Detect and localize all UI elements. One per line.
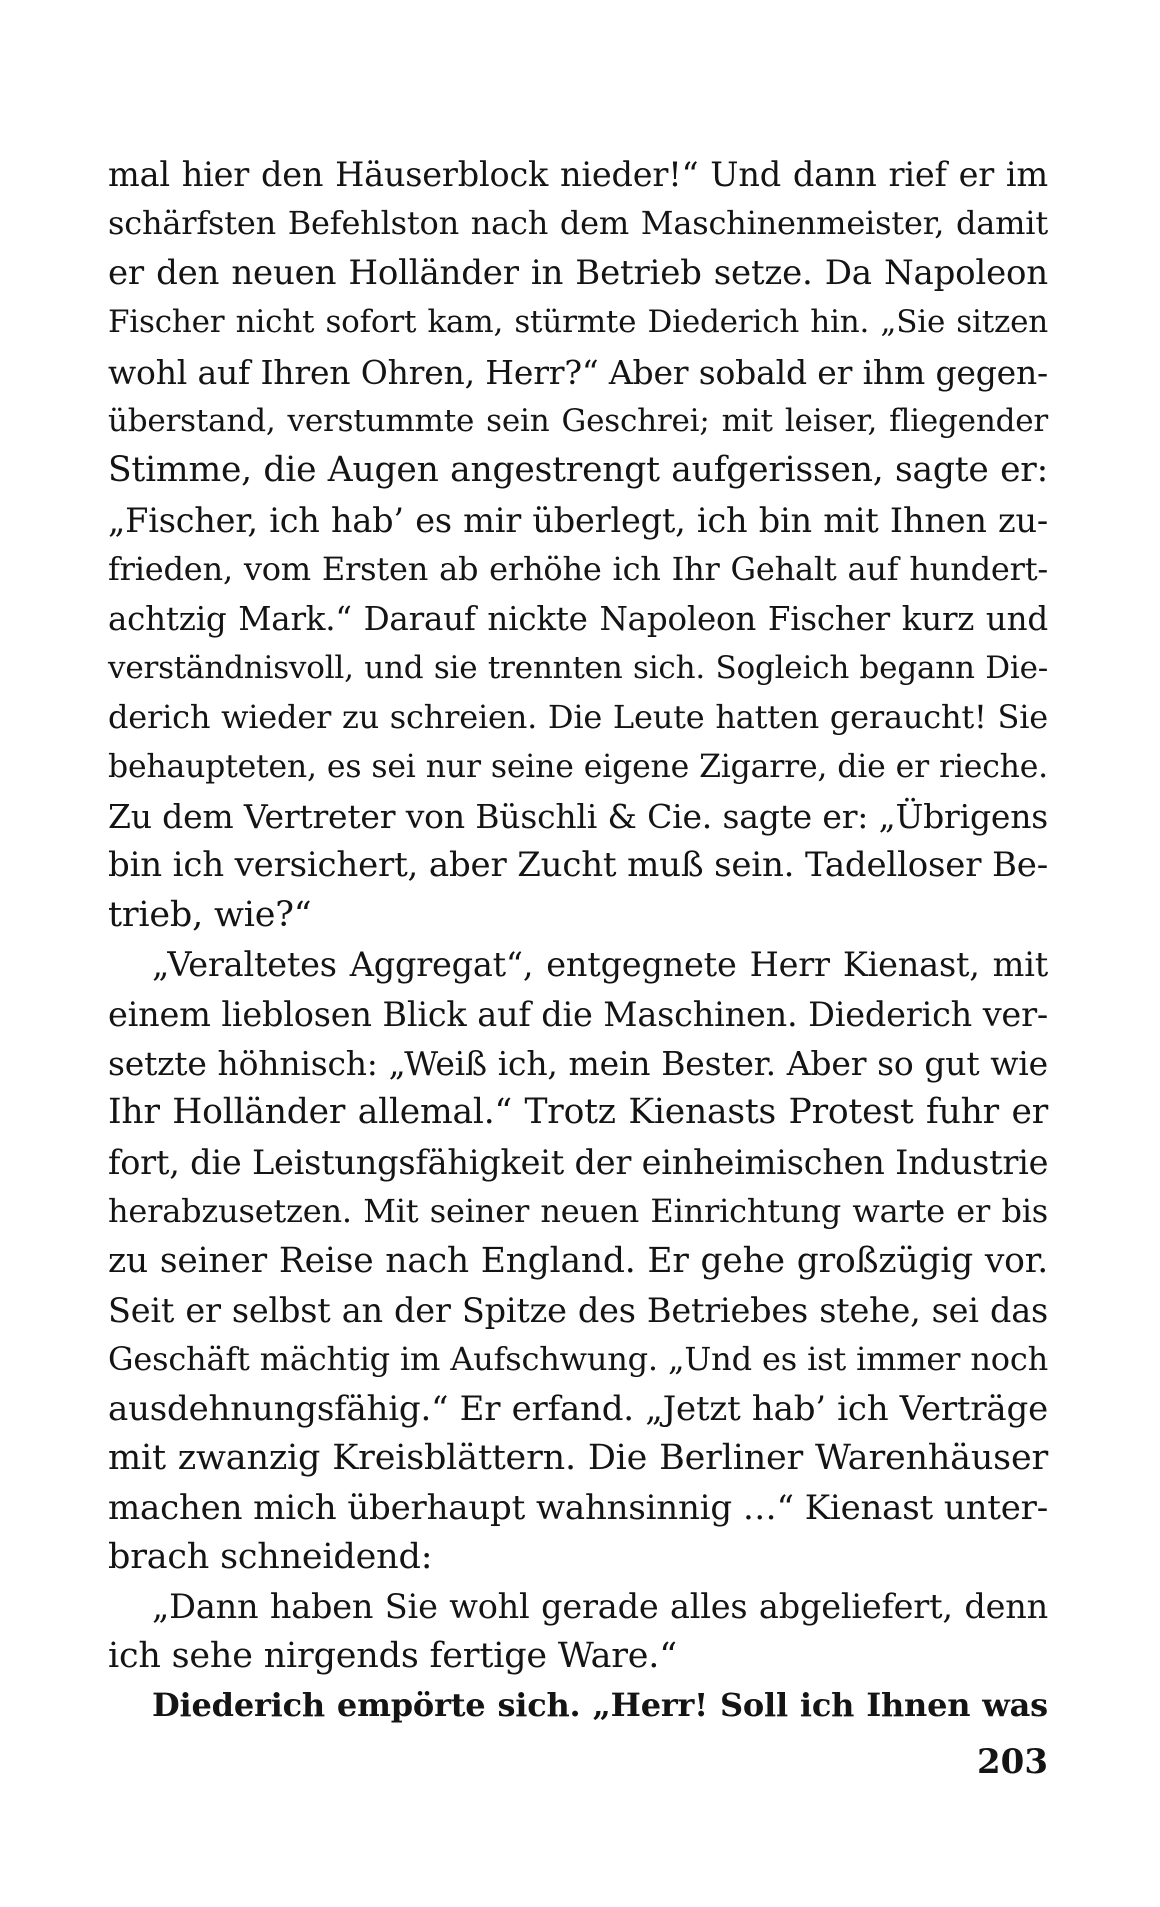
text-line: achtzig Mark.“ Darauf nickte Napoleon Fischer kurz und: [108, 599, 1048, 638]
text-line: Ihr Holländer allemal.“ Trotz Kienasts Protest fuhr er: [108, 1092, 1048, 1133]
page-number: 203: [977, 1742, 1048, 1782]
text-line: ausdehnungsfähig.“ Er erfand. „Jetzt hab’ ich Verträge: [108, 1388, 1048, 1429]
text-line: er den neuen Holländer in Betrieb setze. Da Napoleon: [108, 252, 1048, 293]
text-line: wohl auf Ihren Ohren, Herr?“ Aber sobald er ihm gegen-: [108, 352, 1048, 392]
text-line: verständnisvoll, und sie trennten sich. Sogleich begann Die-: [108, 649, 1048, 686]
text-line: einem lieblosen Blick auf die Maschinen. Diederich ver-: [108, 994, 1048, 1034]
text-line: Fischer nicht sofort kam, stürmte Diederich hin. „Sie sitzen: [108, 304, 1048, 341]
text-line: ich sehe nirgends fertige Ware.“: [108, 1635, 677, 1676]
text-line: zu seiner Reise nach England. Er gehe großzügig vor.: [108, 1240, 1048, 1281]
text-line: Seit er selbst an der Spitze des Betriebes stehe, sei das: [108, 1290, 1048, 1330]
text-line: Geschäft mächtig im Aufschwung. „Und es ist immer noch: [108, 1340, 1048, 1379]
text-line: überstand, verstummte sein Geschrei; mit leiser, fliegender: [108, 402, 1048, 439]
text-line: „Fischer, ich hab’ es mir überlegt, ich bin mit Ihnen zu-: [108, 500, 1048, 540]
text-line: „Veraltetes Aggregat“, entgegnete Herr Kienast, mit: [152, 945, 1048, 985]
text-line: derich wieder zu schreien. Die Leute hatten geraucht! Sie: [108, 698, 1048, 737]
text-line: herabzusetzen. Mit seiner neuen Einrichtung warte er bis: [108, 1192, 1048, 1231]
text-line: schärfsten Befehlston nach dem Maschinenmeister, damit: [108, 204, 1048, 243]
text-line: Diederich empörte sich. „Herr! Soll ich Ihnen was: [152, 1686, 1048, 1725]
text-line: behaupteten, es sei nur seine eigene Zigarre, die er rieche.: [108, 748, 1048, 785]
text-line: machen mich überhaupt wahnsinnig …“ Kienast unter-: [108, 1487, 1048, 1528]
text-line: Stimme, die Augen angestrengt aufgerissen, sagte er:: [108, 450, 1048, 491]
text-line: bin ich versichert, aber Zucht muß sein. Tadelloser Be-: [108, 845, 1048, 886]
text-line: Zu dem Vertreter von Büschli & Cie. sagte er: „Übrigens: [108, 797, 1048, 837]
text-line: fort, die Leistungsfähigkeit der einheimischen Industrie: [108, 1142, 1049, 1182]
text-line: mit zwanzig Kreisblättern. Die Berliner Warenhäuser: [108, 1438, 1048, 1479]
text-line: „Dann haben Sie wohl gerade alles abgeliefert, denn: [152, 1587, 1048, 1627]
text-line: setzte höhnisch: „Weiß ich, mein Bester. Aber so gut wie: [108, 1044, 1048, 1084]
text-line: brach schneidend:: [108, 1536, 433, 1577]
body-text: [108, 150, 1048, 1731]
text-line: trieb, wie?“: [108, 894, 312, 935]
text-line: frieden, vom Ersten ab erhöhe ich Ihr Gehalt auf hundert-: [108, 550, 1048, 589]
text-line: mal hier den Häuserblock nieder!“ Und dann rief er im: [108, 155, 1048, 194]
